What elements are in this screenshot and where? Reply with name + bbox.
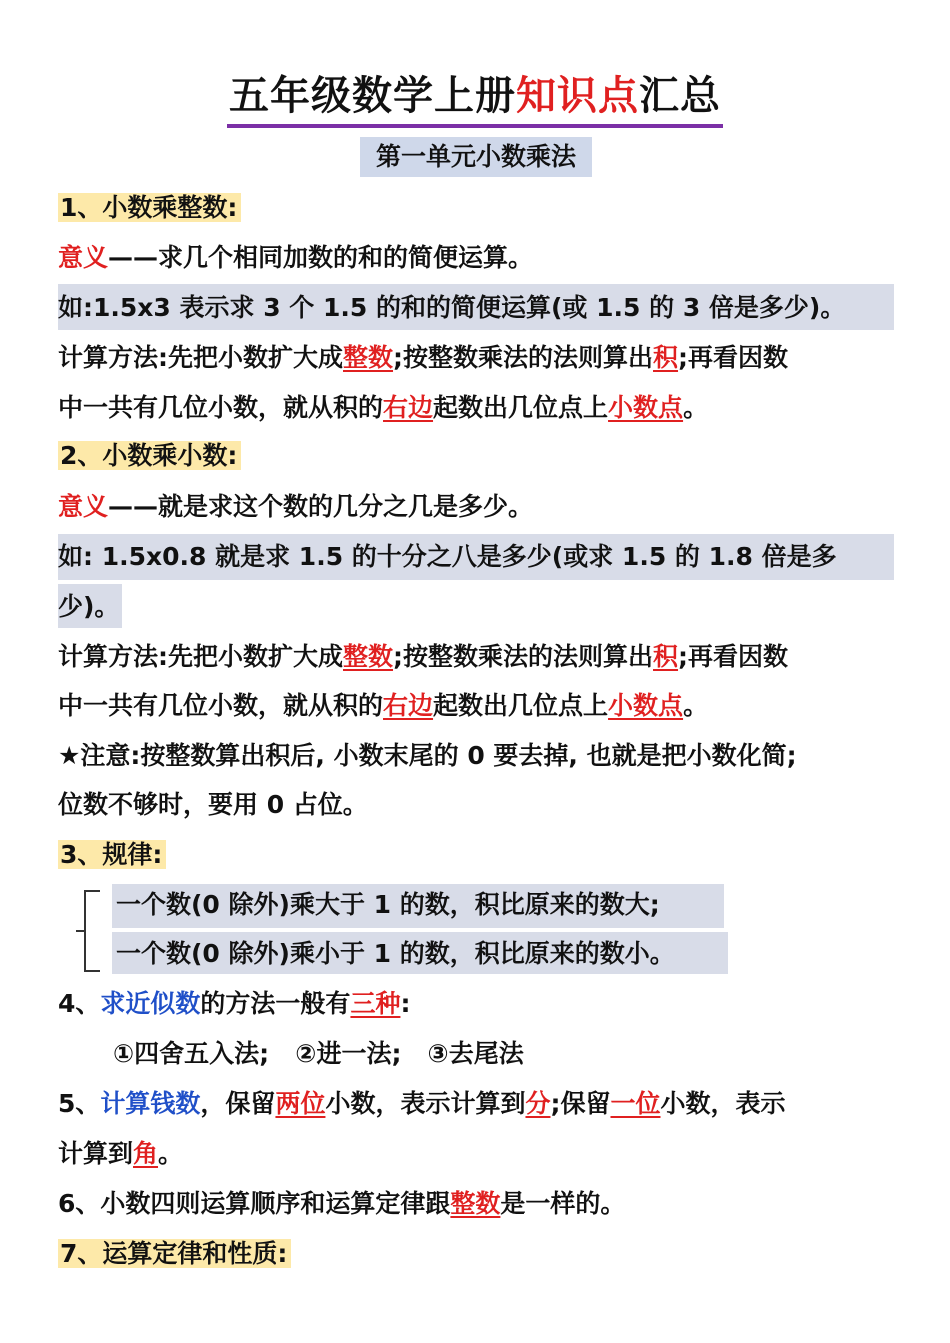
section-7-heading: 7、运算定律和性质: [58, 1236, 291, 1272]
section-2-note-line-2: 位数不够时，要用 0 占位。 [58, 790, 368, 819]
section-2-example-line-1: 如: 1.5x0.8 就是求 1.5 的十分之八是多少(或求 1.5 的 1.8 倍是多 [58, 542, 837, 571]
section-2-method-line-1: 计算方法:先把小数扩大成整数;按整数乘法的法则算出积;再看因数 [58, 642, 789, 671]
meaning-label: 意义 [58, 243, 109, 272]
section-3-heading: 3、规律: [58, 837, 166, 873]
section-2-meaning: 意义——就是求这个数的几分之几是多少。 [58, 492, 534, 521]
section-1-heading: 1、小数乘整数: [58, 190, 241, 226]
section-4-line: 4、求近似数的方法一般有三种: [58, 989, 411, 1018]
title-part-1: 五年级数学上册 [229, 73, 516, 119]
section-2-example-line-2: 少)。 [58, 592, 120, 621]
section-6-line: 6、小数四则运算顺序和运算定律跟整数是一样的。 [58, 1189, 626, 1218]
rule-1: 一个数(0 除外)乘大于 1 的数，积比原来的数大; [116, 890, 660, 919]
rule-brace-tick [76, 930, 85, 932]
title-part-2: 知识点 [516, 73, 639, 119]
section-2-method-line-2: 中一共有几位小数，就从积的右边起数出几位点上小数点。 [58, 691, 709, 720]
section-1-meaning: 意义——求几个相同加数的和的简便运算。 [58, 243, 534, 272]
section-5-line-2: 计算到角。 [58, 1139, 184, 1168]
title-part-3: 汇总 [639, 73, 721, 119]
section-5-line-1: 5、计算钱数，保留两位小数，表示计算到分;保留一位小数，表示 [58, 1089, 786, 1118]
rule-2: 一个数(0 除外)乘小于 1 的数，积比原来的数小。 [116, 939, 675, 968]
section-2-note-line-1: ★注意:按整数算出积后, 小数末尾的 0 要去掉, 也就是把小数化简; [58, 741, 797, 770]
section-2-heading: 2、小数乘小数: [58, 438, 241, 474]
section-1-method-line-2: 中一共有几位小数，就从积的右边起数出几位点上小数点。 [58, 393, 709, 422]
section-1-example: 如:1.5x3 表示求 3 个 1.5 的和的简便运算(或 1.5 的 3 倍是多少)。 [58, 293, 846, 322]
rule-brace [84, 890, 100, 972]
section-1-method-line-1: 计算方法:先把小数扩大成整数;按整数乘法的法则算出积;再看因数 [58, 343, 789, 372]
page-title [0, 70, 950, 128]
meaning-label: 意义 [58, 492, 109, 521]
section-4-methods: ①四舍五入法; ②进一法; ③去尾法 [113, 1039, 524, 1068]
unit-title: 第一单元小数乘法 [360, 137, 592, 177]
